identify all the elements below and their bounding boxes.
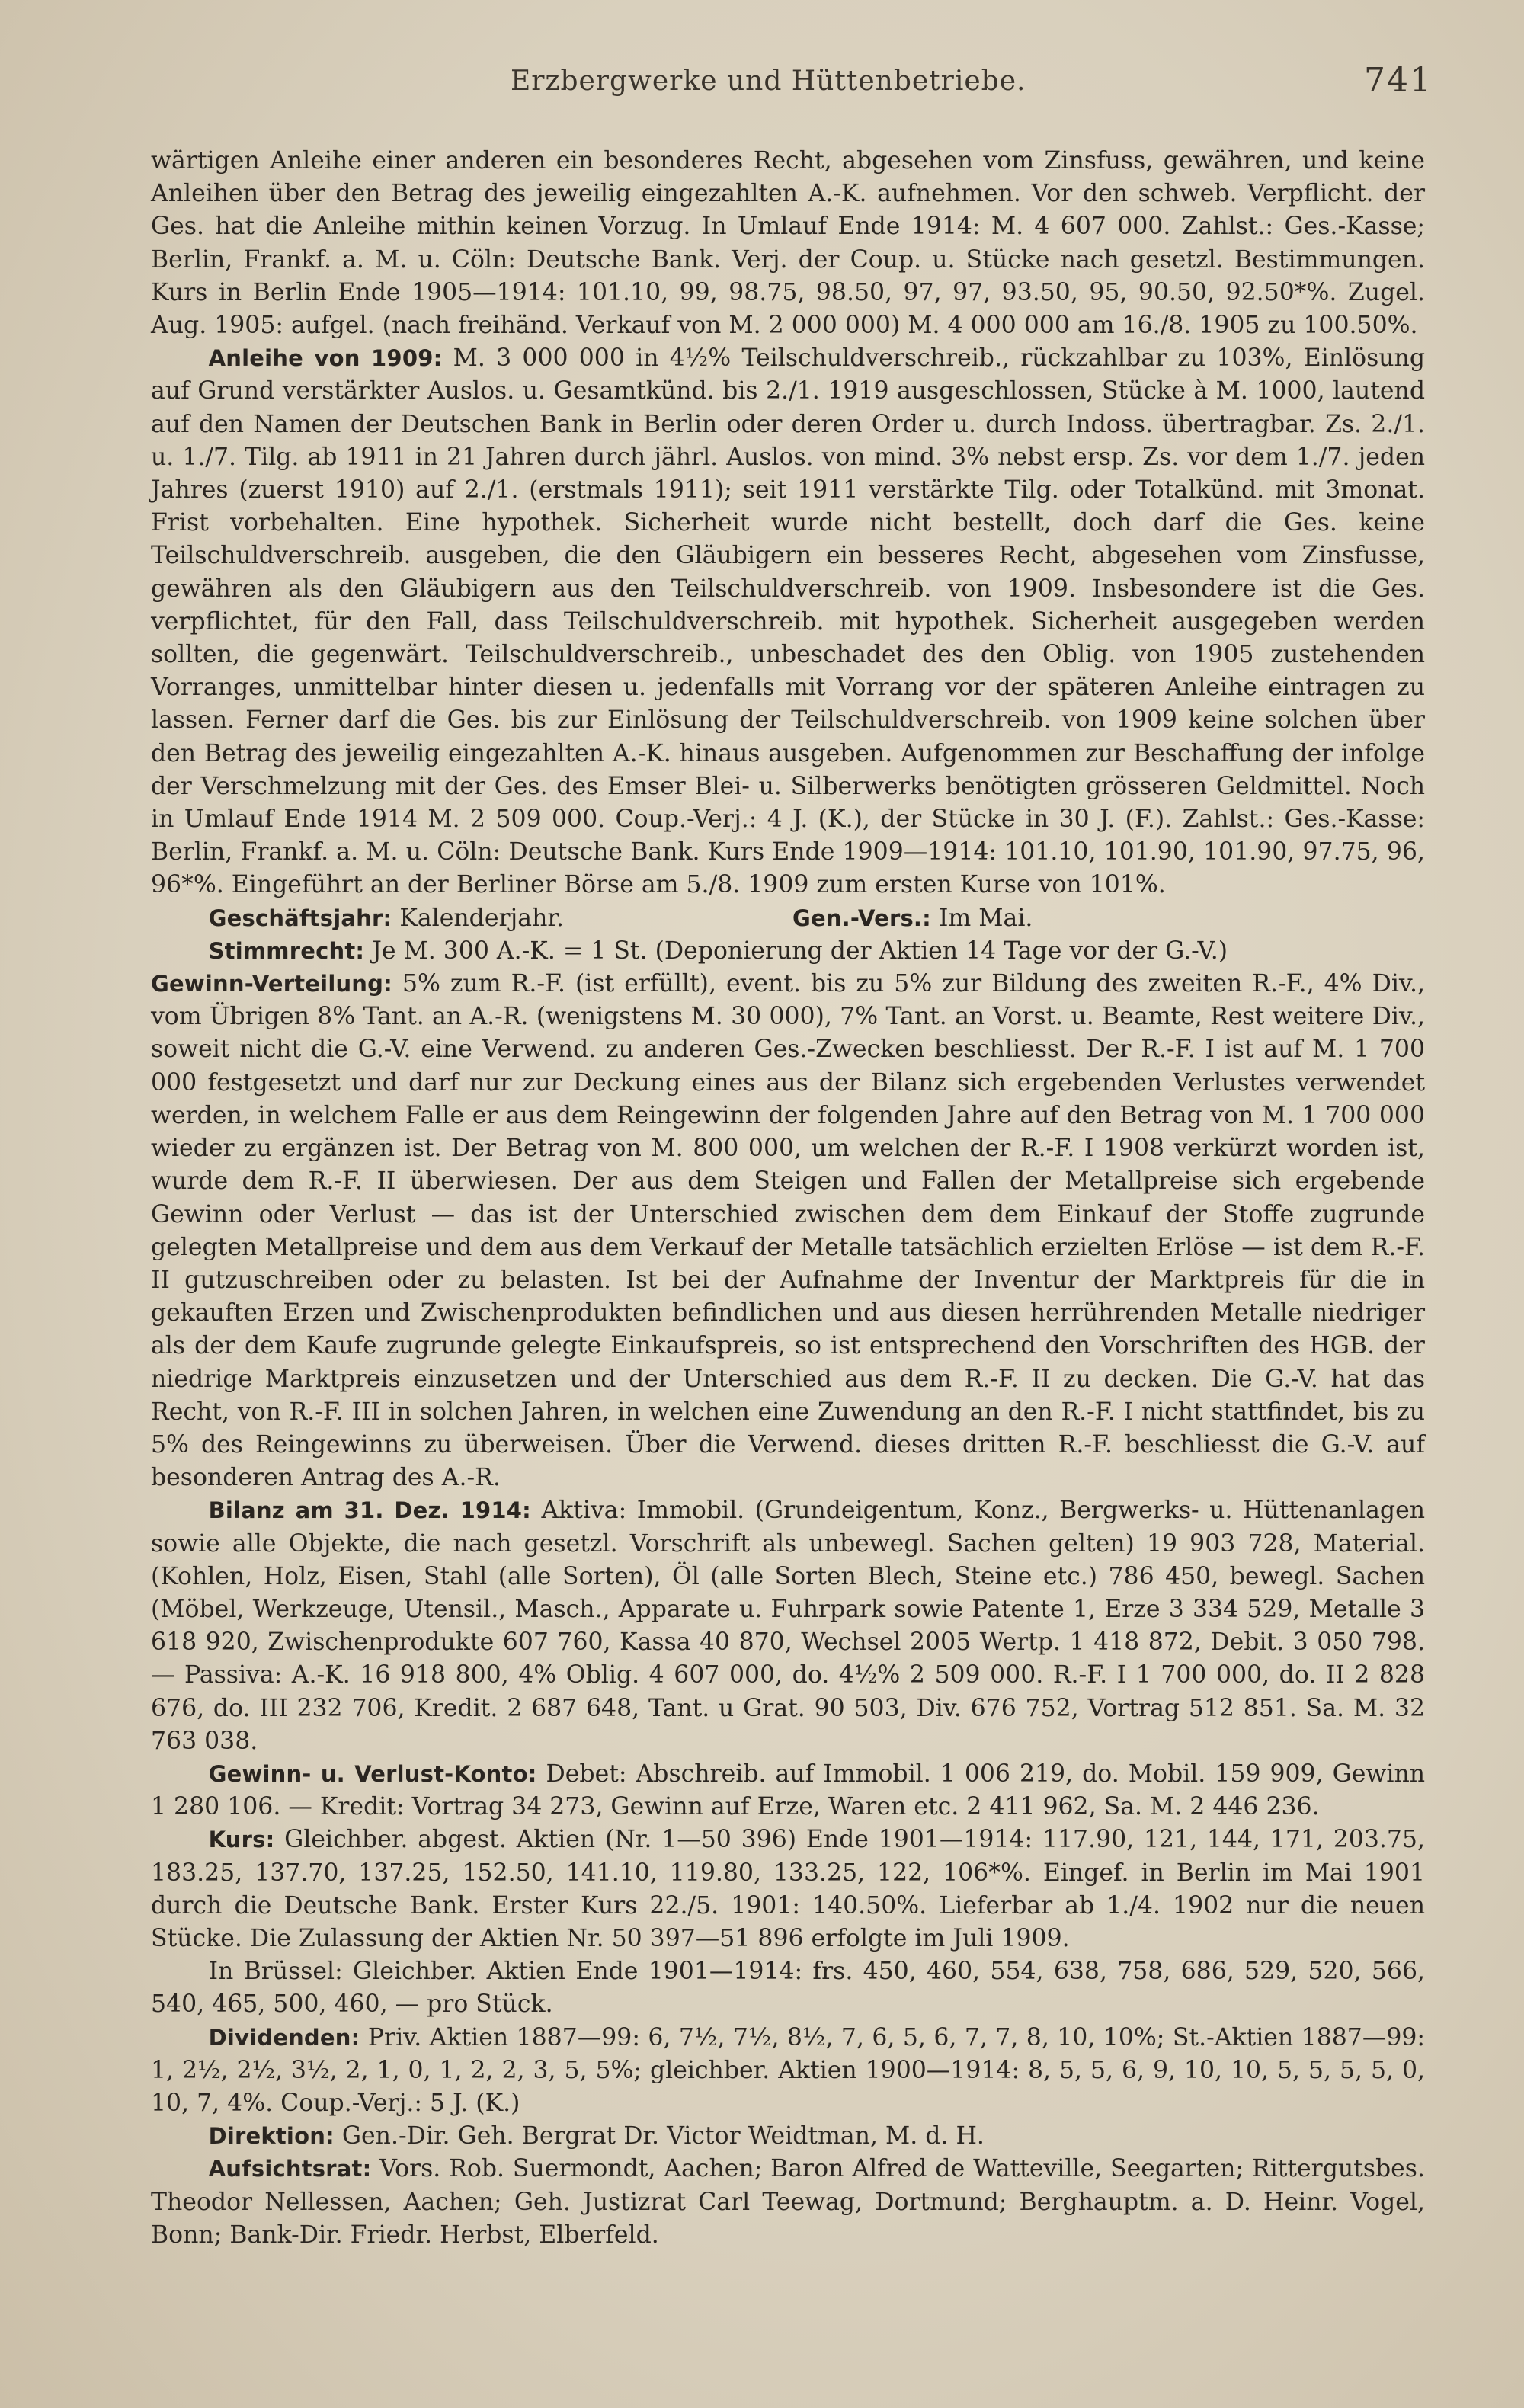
paragraph-text: wärtigen Anleihe einer anderen ein besonderes Recht, abgesehen vom Zinsfuss, gewähren, und keine Anleihen über den Betrag des jeweilig eingezahlten A.-K. aufnehmen. Vor den schweb. Verpflicht. der Ges. hat die Anleihe mithin keinen Vorzug. In Umlauf Ende 1914: M. 4 607 000. Zahlst.: Ges.-Kasse; Berlin, Frankf. a. M. u. Cöln: Deutsche Bank. Verj. der Coup. u. Stücke nach gesetzl. Bestimmungen. Kurs in Berlin Ende 1905—1914: 101.10, 99, 98.75, 98.50, 97, 97, 93.50, 95, 90.50, 92.50*%. Zugel. Aug. 1905: aufgel. (nach freihänd. Verkauf von M. 2 000 000) M. 4 000 000 am 16./8. 1905 zu 100.50%. bbox=[151, 147, 1425, 340]
paragraph-text: Gleichber. abgest. Aktien (Nr. 1—50 396) Ende 1901—1914: 117.90, 121, 144, 171, 203.75, 183.25, 137.70, 137.25, 152.50, 141.10, 119.80, 133.25, 122, 106*%. Eingef. in Berlin im Mai 1901 durch die Deutsche Bank. Erster Kurs 22./5. 1901: 140.50%. Lieferbar ab 1./4. 1902 nur die neuen Stücke. Die Zulassung der Aktien Nr. 50 397—51 896 erfolgte im Juli 1909. bbox=[151, 1826, 1425, 1952]
running-title: Erzbergwerke und Hüttenbetriebe. bbox=[511, 66, 1026, 97]
paragraph-dividenden bbox=[151, 2022, 1425, 2121]
paragraph-anleihe-1909 bbox=[151, 342, 1425, 901]
paragraph-text: Debet: Abschreib. auf Immobil. 1 006 219, do. Mobil. 159 909, Gewinn 1 280 106. — Kredit: Vortrag 34 273, Gewinn auf Erze, Waren etc. 2 411 962, Sa. M. 2 446 236. bbox=[151, 1760, 1426, 1821]
page-header bbox=[152, 61, 1433, 111]
page-number: 741 bbox=[1364, 61, 1433, 100]
paragraph-aufsichtsrat bbox=[151, 2153, 1425, 2252]
paragraph-text: Im Mai. bbox=[938, 904, 1033, 932]
section-heading-direktion: Direktion: bbox=[208, 2123, 335, 2150]
section-heading-anleihe-1909: Anleihe von 1909: bbox=[208, 345, 443, 372]
section-heading-geschaeftsjahr: Geschäftsjahr: bbox=[208, 905, 392, 931]
paragraph-anleihe-1905-cont bbox=[151, 145, 1425, 342]
body-text bbox=[151, 145, 1425, 2252]
paragraph-text: M. 3 000 000 in 4½% Teilschuldverschreib., rückzahlbar zu 103%, Einlösung auf Grund verstärkter Auslos. u. Gesamtkünd. bis 2./1. 1919 ausgeschlossen, Stücke à M. 1000, lautend auf den Namen der Deutschen Bank in Berlin oder deren Order u. durch Indoss. übertragbar. Zs. 2./1. u. 1./7. Tilg. ab 1911 in 21 Jahren durch jährl. Auslos. von mind. 3% nebst ersp. Zs. vor dem 1./7. jeden Jahres (zuerst 1910) auf 2./1. (erstmals 1911); seit 1911 verstärkte Tilg. oder Totalkünd. mit 3monat. Frist vorbehalten. Eine hypothek. Sicherheit wurde nicht bestellt, doch darf die Ges. keine Teilschuldverschreib. ausgeben, die den Gläubigern ein besseres Recht, abgesehen vom Zinsfusse, gewähren als den Gläubigern aus den Teilschuldverschreib. von 1909. Insbesondere ist die Ges. verpflichtet, für den Fall, dass Teilschuldverschreib. mit hypothek. Sicherheit ausgegeben werden sollten, die gegenwärt. Teilschuldverschreib., unbeschadet des den Oblig. von 1905 zustehenden Vorranges, unmittelbar hinter diesen u. jedenfalls mit Vorrang vor der späteren Anleihe eintragen zu lassen. Ferner darf die Ges. bis zur Einlösung der Teilschuldverschreib. von 1909 keine solchen über den Betrag des jeweilig eingezahlten A.-K. hinaus ausgeben. Aufgenommen zur Beschaffung der infolge der Verschmelzung mit der Ges. des Emser Blei- u. Silberwerks benötigten grösseren Geldmittel. Noch in Umlauf Ende 1914 M. 2 509 000. Coup.-Verj.: 4 J. (K.), der Stücke in 30 J. (F.). Zahlst.: Ges.-Kasse: Berlin, Frankf. a. M. u. Cöln: Deutsche Bank. Kurs Ende 1909—1914: 101.10, 101.90, 101.90, 97.75, 96, 96*%. Eingeführt an der Berliner Börse am 5./8. 1909 zum ersten Kurse von 101%. bbox=[151, 344, 1426, 899]
section-heading-gen-vers: Gen.-Vers.: bbox=[792, 905, 931, 931]
paragraph-kurs bbox=[151, 1824, 1425, 1955]
section-heading-bilanz: Bilanz am 31. Dez. 1914: bbox=[208, 1497, 531, 1524]
paragraph-gewinn-verteilung bbox=[151, 968, 1425, 1494]
paragraph-text: Kalenderjahr. bbox=[399, 904, 564, 932]
section-heading-gewinn-verteilung: Gewinn-Verteilung: bbox=[151, 971, 392, 997]
section-heading-dividenden: Dividenden: bbox=[208, 2024, 360, 2051]
paragraph-kurs-bruessel bbox=[151, 1955, 1425, 2021]
paragraph-bilanz bbox=[151, 1494, 1425, 1758]
paragraph-geschaeftsjahr bbox=[151, 902, 1425, 935]
section-heading-stimmrecht: Stimmrecht: bbox=[208, 937, 365, 964]
paragraph-stimmrecht bbox=[151, 935, 1425, 968]
section-heading-gewinn-verlust: Gewinn- u. Verlust-Konto: bbox=[208, 1760, 537, 1787]
paragraph-gewinn-verlust bbox=[151, 1758, 1425, 1824]
section-heading-kurs: Kurs: bbox=[208, 1827, 275, 1853]
paragraph-text: 5% zum R.-F. (ist erfüllt), event. bis zu 5% zur Bildung des zweiten R.-F., 4% Div., vom Übrigen 8% Tant. an A.-R. (wenigstens M. 30 000), 7% Tant. an Vorst. u. Beamte, Rest weitere Div., soweit nicht die G.-V. eine Verwend. zu anderen Ges.-Zwecken beschliesst. Der R.-F. I ist auf M. 1 700 000 festgesetzt und darf nur zur Deckung eines aus der Bilanz sich ergebenden Verlustes verwendet werden, in welchem Falle er aus dem Reingewinn der folgenden Jahre auf den Betrag von M. 1 700 000 wieder zu ergänzen ist. Der Betrag von M. 800 000, um welchen der R.-F. I 1908 verkürzt worden ist, wurde dem R.-F. II überwiesen. Der aus dem Steigen und Fallen der Metallpreise sich ergebende Gewinn oder Verlust — das ist der Unterschied zwischen dem dem Einkauf der Stoffe zugrunde gelegten Metallpreise und dem aus dem Verkauf der Metalle tatsächlich erzielten Erlöse — ist dem R.-F. II gutzuschreiben oder zu belasten. Ist bei der Aufnahme der Inventur der Marktpreis für die in gekauften Erzen und Zwischenprodukten befindlichen und aus diesen herrührenden Metalle niedriger als der dem Kaufe zugrunde gelegte Einkaufspreis, so ist entsprechend den Vorschriften des HGB. der niedrige Marktpreis einzusetzen und der Unterschied aus dem R.-F. II zu decken. Die G.-V. hat das Recht, von R.-F. III in solchen Jahren, in welchen eine Zuwendung an den R.-F. I nicht stattfindet, bis zu 5% des Reingewinns zu überweisen. Über die Verwend. dieses dritten R.-F. beschliesst die G.-V. auf besonderen Antrag des A.-R. bbox=[151, 970, 1425, 1492]
paragraph-text: Je M. 300 A.-K. = 1 St. (Deponierung der Aktien 14 Tage vor der G.-V.) bbox=[372, 937, 1228, 965]
paragraph-direktion bbox=[151, 2120, 1425, 2153]
paragraph-text: In Brüssel: Gleichber. Aktien Ende 1901—1914: frs. 450, 460, 554, 638, 758, 686, 529, 520, 566, 540, 465, 500, 460, — pro Stück. bbox=[151, 1958, 1425, 2019]
paragraph-text: Aktiva: Immobil. (Grundeigentum, Konz., Bergwerks- u. Hüttenanlagen sowie alle Objekte, die nach gesetzl. Vorschrift als unbewegl. Sachen gelten) 19 903 728, Material. (Kohlen, Holz, Eisen, Stahl (alle Sorten), Öl (alle Sorten Blech, Steine etc.) 786 450, bewegl. Sachen (Möbel, Werkzeuge, Utensil., Masch., Apparate u. Fuhrpark sowie Patente 1, Erze 3 334 529, Metalle 3 618 920, Zwischenprodukte 607 760, Kassa 40 870, Wechsel 2005 Wertp. 1 418 872, Debit. 3 050 798. — Passiva: A.-K. 16 918 800, 4% Oblig. 4 607 000, do. 4½% 2 509 000. R.-F. I 1 700 000, do. II 2 828 676, do. III 232 706, Kredit. 2 687 648, Tant. u Grat. 90 503, Div. 676 752, Vortrag 512 851. Sa. M. 32 763 038. bbox=[151, 1497, 1426, 1755]
paragraph-text: Priv. Aktien 1887—99: 6, 7½, 7½, 8½, 7, 6, 5, 6, 7, 7, 8, 10, 10%; St.-Aktien 1887—99: 1, 2½, 2½, 3½, 2, 1, 0, 1, 2, 2, 3, 5, 5%; gleichber. Aktien 1900—1914: 8, 5, 5, 6, 9, 10, 10, 5, 5, 5, 5, 0, 10, 7, 4%. Coup.-Verj.: 5 J. (K.) bbox=[151, 2023, 1426, 2117]
section-heading-aufsichtsrat: Aufsichtsrat: bbox=[208, 2156, 372, 2182]
paragraph-text: Gen.-Dir. Geh. Bergrat Dr. Victor Weidtman, M. d. H. bbox=[341, 2122, 985, 2150]
paragraph-text: Vors. Rob. Suermondt, Aachen; Baron Alfred de Watteville, Seegarten; Rittergutsbes. Theodor Nellessen, Aachen; Geh. Justizrat Carl Teewag, Dortmund; Berghauptm. a. D. Heinr. Vogel, Bonn; Bank-Dir. Friedr. Herbst, Elberfeld. bbox=[151, 2155, 1425, 2249]
